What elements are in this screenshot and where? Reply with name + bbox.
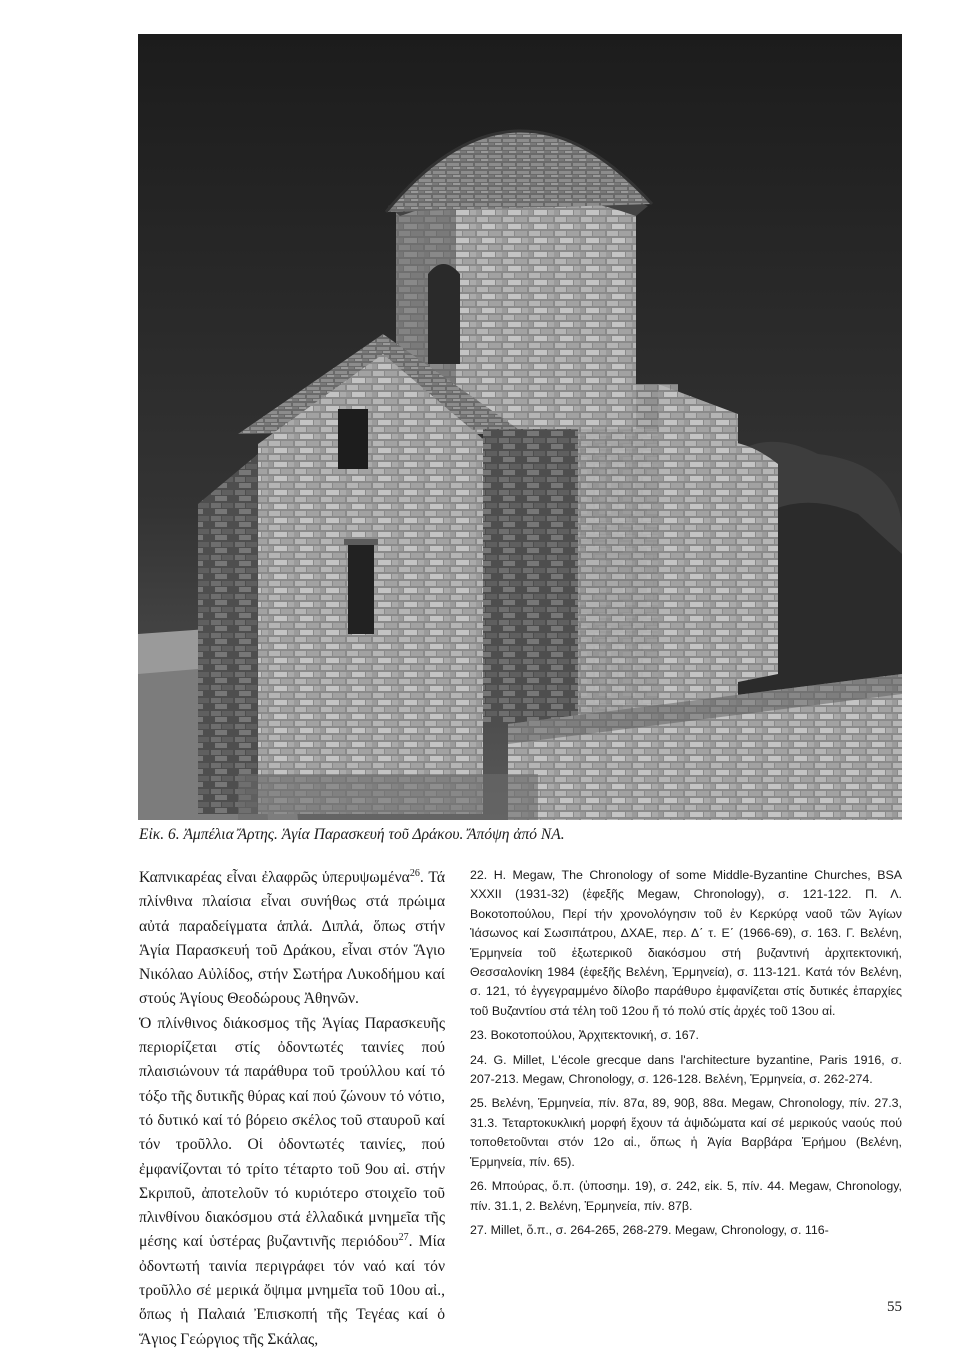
footnotes-column: [470, 866, 902, 1245]
paragraph-2-text-b: . Μία ὀδοντωτή ταινία περιγράφει τόν ναό καί τόν τροῦλλο σέ μερικά ὄψιμα μνημεῖα τοῦ 10ου αἰ., ὅπως ἡ Παλαιά Ἐπισκοπή τῆς Τεγέας καί ὁ Ἅγιος Γεώργιος τῆς Σκάλας,: [139, 1233, 445, 1348]
figure-caption: Εἰκ. 6. Ἀμπέλια Ἄρτης. Ἁγία Παρασκευή τοῦ Δράκου. Ἄπόψη ἀπό ΝΑ.: [139, 826, 565, 843]
footnote-22: 22. Η. Megaw, The Chronology of some Middle-Byzantine Churches, BSA XXXII (1931-32) (ἐφεξῆς Megaw, Chronology), σ. 121-122. Π. Λ. Βοκοτοπούλου, Περί τήν χρονολόγησιν τοῦ ἐν Κερκύρᾳ ναοῦ τῶν Ἁγίων Ἰάσωνος καί Σωσιπάτρου, ΔΧΑΕ, περ. Δ΄ τ. Ε΄ (1966-69), σ. 163. Γ. Βελένη, Ἑρμηνεία τοῦ ἐξωτερικοῦ διακόσμου στή βυζαντινή ἀρχιτεκτονική, Θεσσαλονίκη 1984 (ἐφεξῆς Βελένη, Ἑρμηνεία), σ. 113-121. Κατά τόν Βελένη, σ. 121, τό ἐγγεγραμμένο δίλοβο παράθυρο ἐμφανίζεται στίς δυτικές ἐπαρχίες τοῦ Βυζαντίου στά τέλη τοῦ 12ου ἤ τό πολύ στίς ἀρχές τοῦ 13ου αἰ.: [470, 868, 902, 1018]
footnote-ref-27: 27: [398, 1232, 409, 1244]
footnote-26: 26. Μπούρας, ὅ.π. (ὑποσημ. 19), σ. 242, εἰκ. 5, πίν. 44. Megaw, Chronology, πίν. 31.1, 2. Βελένη, Ἑρμηνεία, πίν. 87β.: [470, 1179, 902, 1213]
paragraph-2-text-a: Ὁ πλίνθινος διάκοσμος τῆς Ἁγίας Παρασκευῆς περιορίζεται στίς ὀδοντωτές ταινίες πού πλαισιώνουν τά παράθυρα τοῦ τρούλλου καί τό τόξο τῆς δυτικῆς θύρας καί πού ζώνουν τό νότιο, τό δυτικό καί τό βόρειο σκέλος τοῦ σταυροῦ καί τόν τροῦλλο. Οἱ ὀδοντωτές ταινίες, πού ἐμφανίζονται τό τρίτο τέταρτο τοῦ 9ου αἰ. στήν Σκριποῦ, ἀποτελοῦν τό κυριότερο στοιχεῖο τοῦ πλινθίνου διακόσμου στά ἑλλαδικά μνημεῖα τῆς μέσης καί ὑστέρας βυζαντινῆς περιόδου: [139, 1014, 445, 1251]
church-photograph: [138, 34, 902, 820]
footnote-27: 27. Millet, ὅ.π., σ. 264-265, 268-279. Megaw, Chronology, σ. 116-: [470, 1222, 829, 1237]
main-text-column: [139, 866, 445, 1352]
footnote-25: 25. Βελένη, Ἑρμηνεία, πίν. 87α, 89, 90β, 88α. Megaw, Chronology, πίν. 27.3, 31.3. Τεταρτοκυκλική μορφή ἔχουν τά ἀψιδώματα καί σέ μερικούς ναούς πού τοποθετοῦνται στόν 12ο αἰ., ὅπως ἡ Ἁγία Βαρβάρα Ἐρήμου (Βελένη, Ἑρμηνεία, πίν. 65).: [470, 1096, 902, 1169]
footnote-ref-26: 26: [409, 867, 420, 879]
page-number: 55: [887, 1299, 902, 1315]
footnote-24: 24. G. Millet, L'école grecque dans l'architecture byzantine, Paris 1916, σ. 207-213. Megaw, Chronology, σ. 126-128. Βελένη, Ἑρμηνεία, σ. 262-274.: [470, 1052, 902, 1087]
paragraph-1: [139, 866, 445, 1012]
paragraph-1-text-a: Καπνικαρέας εἶναι ἐλαφρῶς ὑπερυψωμένα: [139, 869, 410, 886]
paragraph-2: [139, 1012, 445, 1352]
paragraph-1-text-b: . Τά πλίνθινα πλαίσια εἶναι συνήθως στά πρώιμα αὐτά παραδείγματα ἁπλά. Διπλά, ὅπως στήν Ἁγία Παρασκευή τοῦ Δράκου, εἶναι στόν Ἅγιο Νικόλαο Αὐλίδος, στήν Σωτήρα Λυκοδήμου καί στούς Ἁγίους Θεοδώρους Ἀθηνῶν.: [139, 869, 445, 1008]
footnote-23: 23. Βοκοτοπούλου, Ἀρχιτεκτονική, σ. 167.: [470, 1028, 699, 1043]
